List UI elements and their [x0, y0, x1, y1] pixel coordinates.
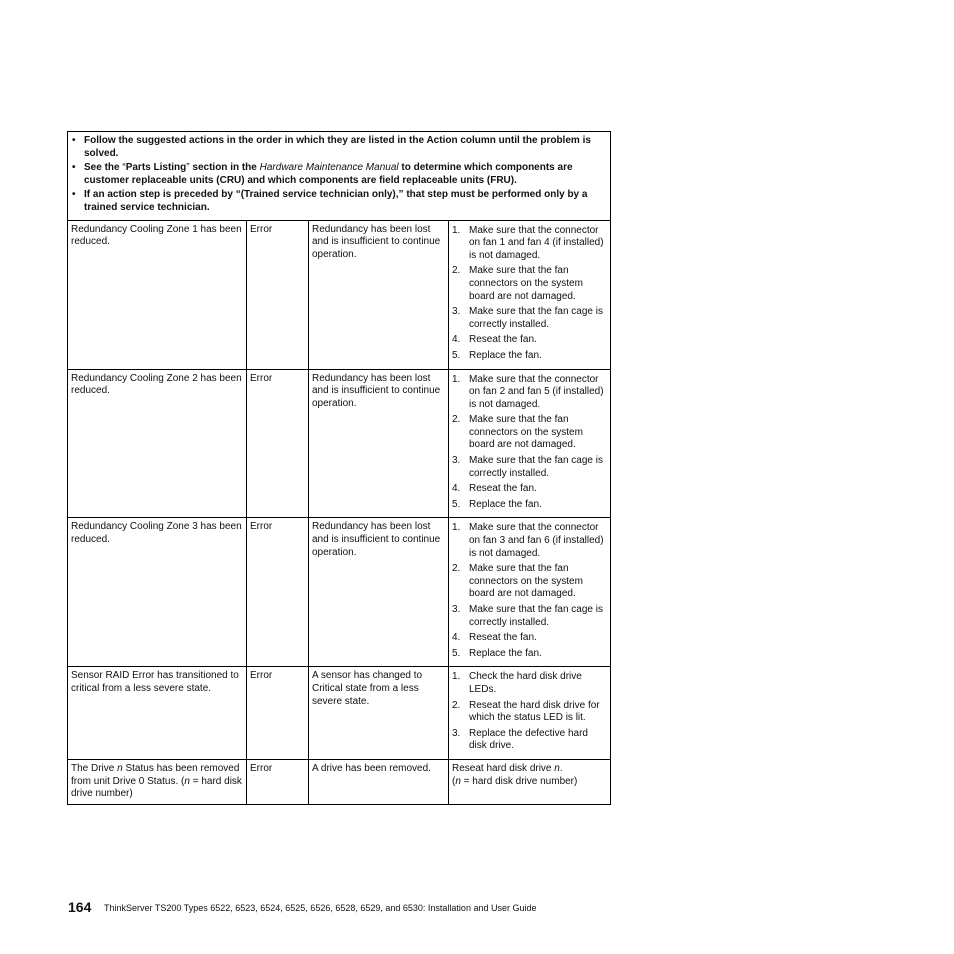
type-cell: Error	[247, 759, 309, 804]
cell-text: n	[117, 762, 123, 774]
action-cell	[449, 369, 611, 518]
cell-text: .	[559, 762, 563, 774]
action-step	[452, 334, 607, 347]
note-text: to determine which components are customer replaceable units (CRU) and which components are field replaceable units (FRU).	[84, 162, 573, 186]
cell-text: Redundancy Cooling Zone 1 has been reduced.	[71, 223, 242, 248]
note-item	[71, 189, 607, 214]
step-number: 5.	[452, 647, 461, 659]
message-cell	[68, 220, 247, 369]
step-text: Replace the defective hard disk drive.	[469, 727, 588, 752]
action-step	[452, 225, 607, 263]
explanation-cell: A drive has been removed.	[309, 759, 449, 804]
bullet-icon: •	[72, 162, 76, 174]
action-steps	[452, 522, 607, 660]
message-cell	[68, 667, 247, 760]
step-number: 5.	[452, 498, 461, 510]
step-number: 2.	[452, 699, 461, 711]
action-step	[452, 483, 607, 496]
step-text: Replace the fan.	[469, 647, 542, 659]
step-text: Reseat the hard disk drive for which the status LED is lit.	[469, 699, 600, 724]
error-message-table	[67, 131, 611, 805]
notes-list	[71, 135, 607, 215]
action-step	[452, 563, 607, 601]
cell-text: Redundancy Cooling Zone 3 has been reduced.	[71, 521, 242, 546]
step-number: 3.	[452, 455, 461, 467]
table-row	[68, 518, 611, 667]
step-number: 4.	[452, 632, 461, 644]
cell-text: n	[455, 775, 461, 787]
action-cell	[449, 759, 611, 804]
cell-text: n	[554, 762, 560, 774]
cell-text: Redundancy Cooling Zone 2 has been reduced.	[71, 372, 242, 397]
step-number: 5.	[452, 349, 461, 361]
step-text: Make sure that the connector on fan 2 and fan 5 (if installed) is not damaged.	[469, 373, 604, 410]
cell-text: Sensor RAID Error has transitioned to critical from a less severe state.	[71, 670, 239, 694]
action-step	[452, 455, 607, 480]
message-cell	[68, 518, 247, 667]
action-cell	[449, 667, 611, 760]
step-number: 2.	[452, 265, 461, 277]
explanation-cell: Redundancy has been lost and is insufficient to continue operation.	[309, 518, 449, 667]
cell-text: (	[452, 775, 456, 787]
type-cell: Error	[247, 220, 309, 369]
step-text: Replace the fan.	[469, 498, 542, 510]
bullet-icon: •	[72, 189, 76, 201]
type-cell: Error	[247, 369, 309, 518]
note-text: Hardware Maintenance Manual	[259, 162, 399, 174]
note-text: Parts Listing	[125, 162, 187, 174]
step-number: 2.	[452, 563, 461, 575]
action-cell	[449, 518, 611, 667]
step-text: Make sure that the fan connectors on the system board are not damaged.	[469, 414, 583, 451]
action-step	[452, 522, 607, 560]
step-text: Make sure that the fan connectors on the system board are not damaged.	[469, 563, 583, 600]
note-item	[71, 135, 607, 160]
note-text: Follow the suggested actions in the order in which they are listed in the Action column until the problem is solved.	[84, 135, 591, 159]
action-step	[452, 265, 607, 303]
explanation-cell: Redundancy has been lost and is insufficient to continue operation.	[309, 220, 449, 369]
table-notes-row	[68, 132, 611, 221]
step-text: Make sure that the connector on fan 1 and fan 4 (if installed) is not damaged.	[469, 224, 604, 261]
note-text: ”	[186, 162, 190, 174]
action-step	[452, 350, 607, 363]
step-number: 4.	[452, 483, 461, 495]
table-row	[68, 759, 611, 804]
action-step	[452, 700, 607, 725]
table-row	[68, 667, 611, 760]
table-row	[68, 369, 611, 518]
action-steps	[452, 374, 607, 512]
step-text: Reseat the fan.	[469, 632, 537, 644]
page-number: 164	[68, 899, 92, 915]
action-cell	[449, 220, 611, 369]
action-step	[452, 374, 607, 412]
step-text: Reseat the fan.	[469, 334, 537, 346]
action-steps	[452, 671, 607, 753]
cell-text: Reseat hard disk drive	[452, 762, 555, 774]
table-notes-cell	[68, 132, 611, 221]
step-number: 3.	[452, 306, 461, 318]
action-step	[452, 632, 607, 645]
action-step	[452, 306, 607, 331]
step-number: 2.	[452, 414, 461, 426]
cell-text: = hard disk drive number)	[460, 775, 578, 787]
page-footer	[68, 899, 608, 919]
step-text: Make sure that the fan connectors on the system board are not damaged.	[469, 265, 583, 302]
step-number: 1.	[452, 671, 461, 683]
note-text: “	[122, 162, 126, 174]
action-steps	[452, 225, 607, 363]
cell-text: The Drive	[71, 762, 118, 774]
action-step	[452, 671, 607, 696]
step-text: Make sure that the connector on fan 3 and fan 6 (if installed) is not damaged.	[469, 522, 604, 559]
step-text: Make sure that the fan cage is correctly installed.	[469, 604, 603, 628]
note-text: See the	[84, 162, 123, 174]
message-cell	[68, 369, 247, 518]
step-number: 1.	[452, 373, 461, 385]
step-number: 4.	[452, 334, 461, 346]
step-number: 1.	[452, 224, 461, 236]
action-step	[452, 414, 607, 452]
step-text: Replace the fan.	[469, 349, 542, 361]
note-text: section in the	[189, 162, 260, 174]
cell-text: = hard disk drive number)	[71, 775, 242, 800]
note-text: If an action step is preceded by “(Trained service technician only),” that step must be performed only by a trained service technician.	[84, 189, 588, 213]
action-step	[452, 499, 607, 512]
footer-title: ThinkServer TS200 Types 6522, 6523, 6524, 6525, 6526, 6528, 6529, and 6530: Installation and User Guide	[104, 903, 537, 913]
bullet-icon: •	[72, 135, 76, 146]
message-cell	[68, 759, 247, 804]
table-row	[68, 220, 611, 369]
note-item	[71, 162, 607, 187]
step-number: 1.	[452, 522, 461, 534]
step-number: 3.	[452, 604, 461, 615]
step-text: Make sure that the fan cage is correctly installed.	[469, 455, 603, 479]
explanation-cell: A sensor has changed to Critical state from a less severe state.	[309, 667, 449, 760]
cell-text: Status has been removed from unit Drive 0 Status. (	[71, 762, 240, 787]
cell-text: n	[184, 775, 190, 787]
action-step	[452, 604, 607, 629]
step-text: Make sure that the fan cage is correctly installed.	[469, 306, 603, 330]
step-number: 3.	[452, 727, 461, 739]
explanation-cell: Redundancy has been lost and is insufficient to continue operation.	[309, 369, 449, 518]
type-cell: Error	[247, 518, 309, 667]
action-step	[452, 728, 607, 753]
type-cell: Error	[247, 667, 309, 760]
step-text: Check the hard disk drive LEDs.	[469, 671, 582, 695]
action-step	[452, 648, 607, 661]
step-text: Reseat the fan.	[469, 483, 537, 495]
